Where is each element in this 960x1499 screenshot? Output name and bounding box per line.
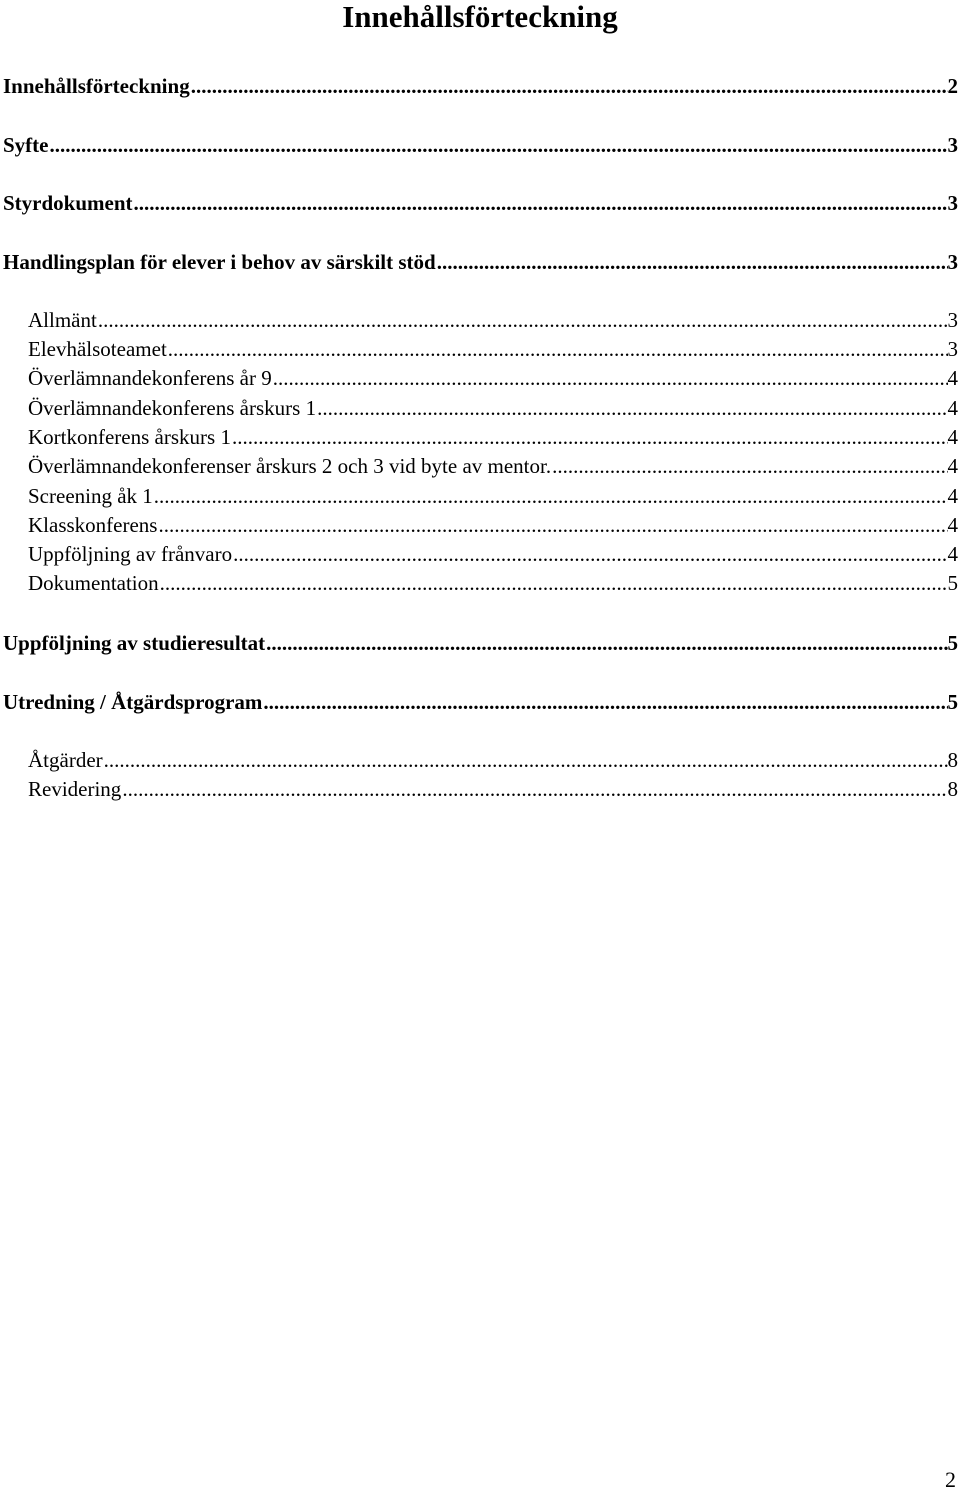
toc-entry-label: Allmänt [28, 308, 97, 332]
page-number: 2 [945, 1467, 956, 1492]
toc-dot-leader [231, 425, 948, 449]
toc-entry[interactable] [3, 250, 958, 274]
toc-dot-leader [316, 396, 947, 420]
toc-entry[interactable] [28, 396, 958, 420]
toc-entry-page: 3 [947, 308, 958, 332]
toc-entry-page: 2 [947, 74, 958, 98]
toc-entry[interactable] [28, 777, 958, 801]
toc-entry-label: Uppföljning av frånvaro [28, 542, 233, 566]
toc-entry-label: Styrdokument [3, 191, 133, 215]
toc-entry[interactable] [28, 425, 958, 449]
toc-entry[interactable] [28, 366, 958, 390]
toc-entry-page: 3 [947, 250, 958, 274]
toc-dot-leader [159, 571, 948, 595]
toc-dot-leader [157, 513, 947, 537]
toc-entry[interactable] [28, 454, 958, 478]
toc-dot-leader [232, 542, 947, 566]
toc-entry[interactable] [3, 631, 958, 655]
toc-entry-label: Klasskonferens [28, 513, 158, 537]
page-title: Innehållsförteckning [342, 0, 618, 34]
toc-entry-label: Kortkonferens årskurs 1 [28, 425, 231, 449]
toc-entry[interactable] [28, 542, 958, 566]
toc-dot-leader [265, 631, 947, 655]
toc-entry-page: 3 [947, 133, 958, 157]
toc-entry[interactable] [3, 133, 958, 157]
toc-entry-label: Innehållsförteckning [3, 74, 190, 98]
toc-dot-leader [121, 777, 947, 801]
toc-entry[interactable] [28, 571, 958, 595]
toc-entry-page: 4 [947, 542, 958, 566]
toc-entry-page: 4 [947, 513, 958, 537]
toc-dot-leader [103, 748, 948, 772]
toc-entry[interactable] [28, 337, 958, 361]
toc-entry-label: Handlingsplan för elever i behov av särskilt stöd [3, 250, 436, 274]
toc-entry-label: Revidering [28, 777, 122, 801]
toc-entry-label: Överlämnandekonferenser årskurs 2 och 3 vid byte av mentor. [28, 454, 552, 478]
toc-dot-leader [153, 484, 948, 508]
toc-entry[interactable] [28, 513, 958, 537]
toc-entry-page: 3 [947, 191, 958, 215]
toc-dot-leader [167, 337, 948, 361]
toc-entry-label: Överlämnandekonferens årskurs 1 [28, 396, 317, 420]
toc-entry[interactable] [28, 748, 958, 772]
toc-entry-page: 4 [947, 454, 958, 478]
toc-entry-label: Elevhälsoteamet [28, 337, 167, 361]
toc-entry[interactable] [3, 74, 958, 98]
toc-entry[interactable] [28, 484, 958, 508]
toc-entry-page: 4 [947, 425, 958, 449]
toc-entry-page: 3 [947, 337, 958, 361]
toc-entry-page: 4 [947, 366, 958, 390]
toc-dot-leader [190, 74, 948, 98]
toc-dot-leader [133, 191, 948, 215]
toc-dot-leader [49, 133, 948, 157]
toc-dot-leader [272, 366, 948, 390]
toc-entry-page: 5 [947, 631, 958, 655]
toc-entry[interactable] [3, 690, 958, 714]
toc-entry-label: Utredning / Åtgärdsprogram [3, 690, 263, 714]
toc-entry-label: Åtgärder [28, 748, 103, 772]
toc-entry-page: 8 [947, 777, 958, 801]
toc-entry-page: 8 [947, 748, 958, 772]
toc-dot-leader [551, 454, 947, 478]
toc-entry[interactable] [3, 191, 958, 215]
toc-dot-leader [436, 250, 948, 274]
toc-entry-page: 4 [947, 484, 958, 508]
toc-entry-label: Uppföljning av studieresultat [3, 631, 266, 655]
toc-entry-page: 5 [947, 571, 958, 595]
toc-entry-label: Screening åk 1 [28, 484, 153, 508]
toc-entry-label: Dokumentation [28, 571, 159, 595]
toc-entry-page: 4 [947, 396, 958, 420]
toc-entry[interactable] [28, 308, 958, 332]
toc-entry-page: 5 [947, 690, 958, 714]
toc-entry-label: Överlämnandekonferens år 9 [28, 366, 272, 390]
toc-dot-leader [262, 690, 947, 714]
toc-entry-label: Syfte [3, 133, 49, 157]
toc-dot-leader [97, 308, 948, 332]
